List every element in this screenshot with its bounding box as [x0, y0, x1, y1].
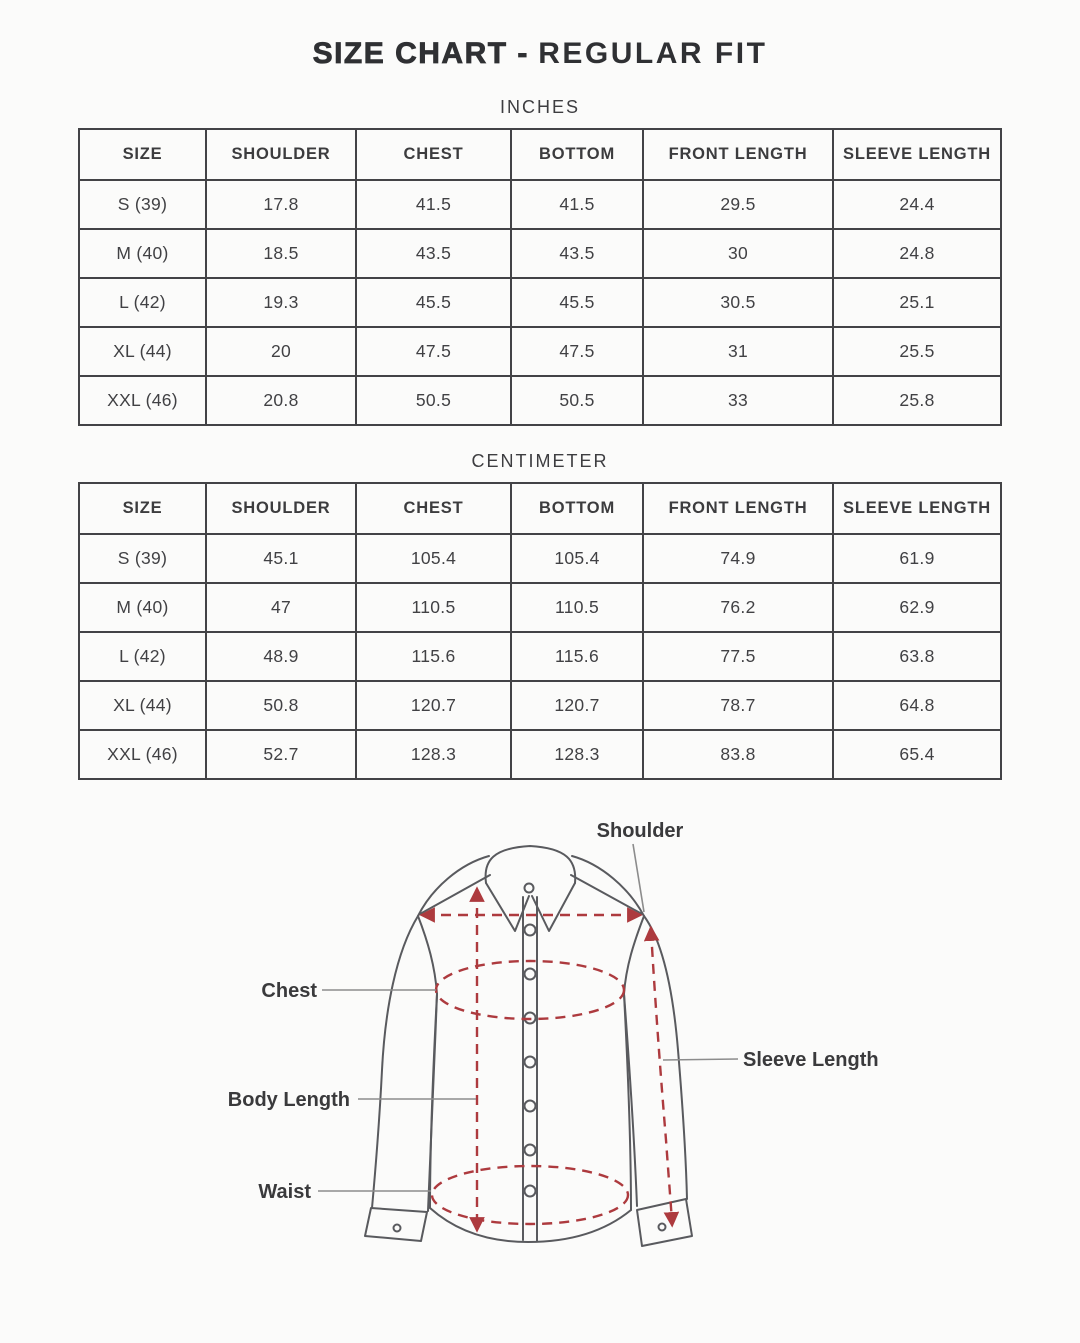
diagram-labels — [228, 820, 879, 1203]
sleeve-length-pointer-line — [663, 1059, 738, 1060]
sleeve-length-label: Sleeve Length — [743, 1049, 879, 1071]
right-cuff-button — [659, 1224, 666, 1231]
table-row — [79, 278, 1001, 327]
value-cell: 20.8 — [206, 376, 356, 425]
column-header: SLEEVE LENGTH — [833, 129, 1001, 180]
value-cell: 31 — [643, 327, 833, 376]
value-cell: 20 — [206, 327, 356, 376]
size-cell: XXL (46) — [79, 376, 206, 425]
left-sleeve-inner — [428, 994, 437, 1211]
value-cell: 110.5 — [511, 583, 643, 632]
right-shoulder-outline — [572, 856, 644, 916]
value-cell: 45.5 — [356, 278, 511, 327]
size-cell: L (42) — [79, 278, 206, 327]
column-header: CHEST — [356, 483, 511, 534]
value-cell: 64.8 — [833, 681, 1001, 730]
value-cell: 45.5 — [511, 278, 643, 327]
size-cell: L (42) — [79, 632, 206, 681]
left-shoulder-outline — [418, 856, 489, 916]
column-header: SHOULDER — [206, 483, 356, 534]
value-cell: 52.7 — [206, 730, 356, 779]
right-sleeve-outer — [644, 916, 687, 1199]
size-cell: S (39) — [79, 180, 206, 229]
value-cell: 50.8 — [206, 681, 356, 730]
shirt-button — [525, 1145, 536, 1156]
value-cell: 24.8 — [833, 229, 1001, 278]
value-cell: 105.4 — [511, 534, 643, 583]
shirt-button — [525, 925, 536, 936]
body-length-label: Body Length — [227, 1089, 350, 1111]
column-header: FRONT LENGTH — [643, 483, 833, 534]
table-row — [79, 730, 1001, 779]
right-shoulder-seam — [571, 875, 642, 914]
page-title-primary: SIZE CHART - — [312, 37, 529, 70]
page-title-secondary: REGULAR FIT — [538, 37, 768, 70]
table-row — [79, 180, 1001, 229]
shirt-button — [525, 969, 536, 980]
value-cell: 41.5 — [356, 180, 511, 229]
value-cell: 62.9 — [833, 583, 1001, 632]
value-cell: 120.7 — [511, 681, 643, 730]
value-cell: 18.5 — [206, 229, 356, 278]
value-cell: 41.5 — [511, 180, 643, 229]
value-cell: 61.9 — [833, 534, 1001, 583]
placket-buttons — [525, 925, 536, 1197]
value-cell: 115.6 — [511, 632, 643, 681]
table-row — [79, 534, 1001, 583]
size-cell: XL (44) — [79, 681, 206, 730]
value-cell: 30.5 — [643, 278, 833, 327]
column-header: BOTTOM — [511, 483, 643, 534]
value-cell: 83.8 — [643, 730, 833, 779]
value-cell: 76.2 — [643, 583, 833, 632]
table-row — [79, 327, 1001, 376]
size-cell: XXL (46) — [79, 730, 206, 779]
table-row — [79, 229, 1001, 278]
value-cell: 65.4 — [833, 730, 1001, 779]
value-cell: 115.6 — [356, 632, 511, 681]
size-cell: M (40) — [79, 229, 206, 278]
unit-label-centimeter: CENTIMETER — [471, 451, 609, 471]
value-cell: 47 — [206, 583, 356, 632]
value-cell: 78.7 — [643, 681, 833, 730]
value-cell: 47.5 — [511, 327, 643, 376]
left-armhole — [418, 916, 437, 994]
column-header: CHEST — [356, 129, 511, 180]
unit-label-inches: INCHES — [499, 97, 580, 117]
right-cuff — [637, 1199, 692, 1246]
value-cell: 25.1 — [833, 278, 1001, 327]
column-header: SIZE — [79, 483, 206, 534]
size-cell: XL (44) — [79, 327, 206, 376]
column-header: SIZE — [79, 129, 206, 180]
value-cell: 50.5 — [356, 376, 511, 425]
left-sleeve-outer — [372, 916, 418, 1208]
collar-right-leaf — [532, 883, 575, 931]
size-table-centimeter — [78, 482, 1002, 780]
shirt-button — [525, 1057, 536, 1068]
value-cell: 29.5 — [643, 180, 833, 229]
size-cell: M (40) — [79, 583, 206, 632]
value-cell: 25.5 — [833, 327, 1001, 376]
page-title — [0, 0, 1080, 72]
table-header-row — [79, 129, 1001, 180]
shirt-measurement-diagram — [0, 812, 1080, 1329]
value-cell: 17.8 — [206, 180, 356, 229]
value-cell: 105.4 — [356, 534, 511, 583]
value-cell: 63.8 — [833, 632, 1001, 681]
column-header: BOTTOM — [511, 129, 643, 180]
value-cell: 19.3 — [206, 278, 356, 327]
size-cell: S (39) — [79, 534, 206, 583]
waist-label: Waist — [258, 1181, 311, 1203]
sleeve-length-measure-line — [651, 930, 672, 1223]
value-cell: 45.1 — [206, 534, 356, 583]
size-table-inches — [78, 128, 1002, 426]
value-cell: 25.8 — [833, 376, 1001, 425]
table-header-row — [79, 483, 1001, 534]
table-row — [79, 632, 1001, 681]
collar-band — [486, 846, 576, 883]
value-cell: 110.5 — [356, 583, 511, 632]
value-cell: 120.7 — [356, 681, 511, 730]
column-header: SLEEVE LENGTH — [833, 483, 1001, 534]
table-row — [79, 681, 1001, 730]
table-row — [79, 583, 1001, 632]
table-row — [79, 376, 1001, 425]
value-cell: 77.5 — [643, 632, 833, 681]
value-cell: 24.4 — [833, 180, 1001, 229]
column-header: FRONT LENGTH — [643, 129, 833, 180]
value-cell: 48.9 — [206, 632, 356, 681]
value-cell: 50.5 — [511, 376, 643, 425]
right-armhole — [624, 916, 644, 994]
shirt-button — [525, 1101, 536, 1112]
value-cell: 74.9 — [643, 534, 833, 583]
value-cell: 43.5 — [511, 229, 643, 278]
chest-label: Chest — [261, 980, 317, 1002]
value-cell: 47.5 — [356, 327, 511, 376]
column-header: SHOULDER — [206, 129, 356, 180]
value-cell: 33 — [643, 376, 833, 425]
left-shoulder-seam — [420, 875, 490, 914]
value-cell: 43.5 — [356, 229, 511, 278]
value-cell: 128.3 — [511, 730, 643, 779]
shoulder-label: Shoulder — [596, 820, 684, 842]
right-body-side — [624, 994, 631, 1210]
shirt-button — [525, 1186, 536, 1197]
value-cell: 30 — [643, 229, 833, 278]
value-cell: 128.3 — [356, 730, 511, 779]
left-cuff-button — [394, 1225, 401, 1232]
collar-button — [525, 884, 534, 893]
